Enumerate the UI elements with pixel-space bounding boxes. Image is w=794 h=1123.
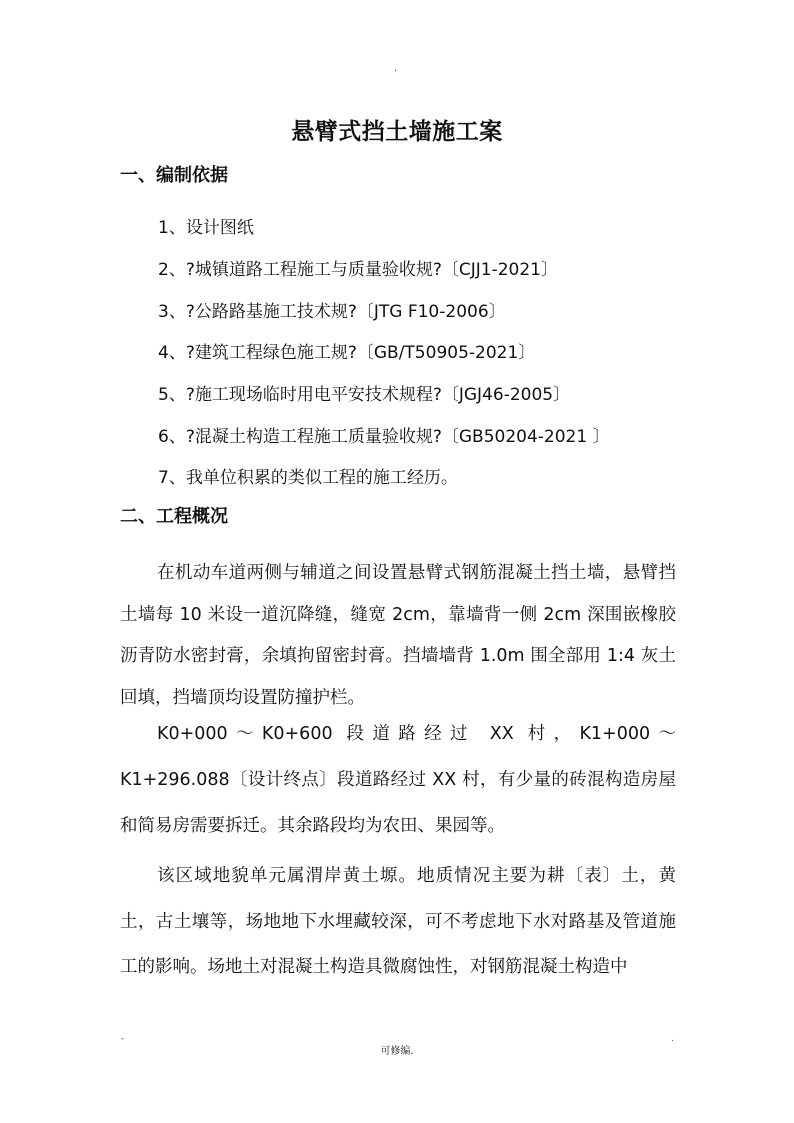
- footer-left-mark: -: [121, 1034, 125, 1044]
- list-item: 5、?施工现场临时用电平安技术规程?〔JGJ46-2005〕: [158, 385, 571, 405]
- list-item: 6、?混凝土构造工程施工质量验收规?〔GB50204-2021 〕: [158, 427, 610, 447]
- overview-paragraph-1: 在机动车道两侧与辅道之间设置悬臂式钢筋混凝土挡土墙，悬臂挡土墙每 10 米设一道沉降缝，缝宽 2cm，靠墙背一侧 2cm 深围嵌橡胶沥青防水密封膏，余填拘留密封膏。挡墙墙背 1.0m 围全部用 1:4 灰土回填，挡墙顶均设置防撞护栏。: [120, 563, 676, 708]
- list-item: 7、我单位积累的类似工程的施工经历。: [158, 468, 458, 488]
- list-item: 3、?公路路基施工技术规?〔JTG F10-2006〕: [158, 302, 506, 322]
- section-heading-overview: 二、工程概况: [120, 506, 228, 527]
- list-item: 4、?建筑工程绿色施工规?〔GB/T50905-2021〕: [158, 343, 536, 363]
- overview-paragraph-2: K0+000～K0+600 段道路经过 XX 村，K1+000～K1+296.088〔设计终点〕段道路经过 XX 村，有少量的砖混构造房屋和简易房需要拆迁。其余路段均为农田、果园等。: [120, 724, 676, 836]
- footer-text: 可修编.: [380, 1046, 414, 1057]
- footer-right-mark: .: [671, 1034, 674, 1044]
- overview-paragraph-3: 该区域地貌单元属渭岸黄土塬。地质情况主要为耕〔表〕土，黄土，古土壤等，场地地下水埋藏较深，可不考虑地下水对路基及管道施工的影响。场地土对混凝土构造具微腐蚀性，对钢筋混凝土构造中: [120, 866, 676, 977]
- page-top-dot: .: [394, 64, 397, 74]
- document-title: 悬臂式挡土墙施工案: [291, 119, 503, 145]
- list-item: 1、设计图纸: [158, 218, 254, 238]
- section-heading-basis: 一、编制依据: [120, 165, 228, 186]
- list-item: 2、?城镇道路工程施工与质量验收规?〔CJJ1-2021〕: [158, 260, 558, 280]
